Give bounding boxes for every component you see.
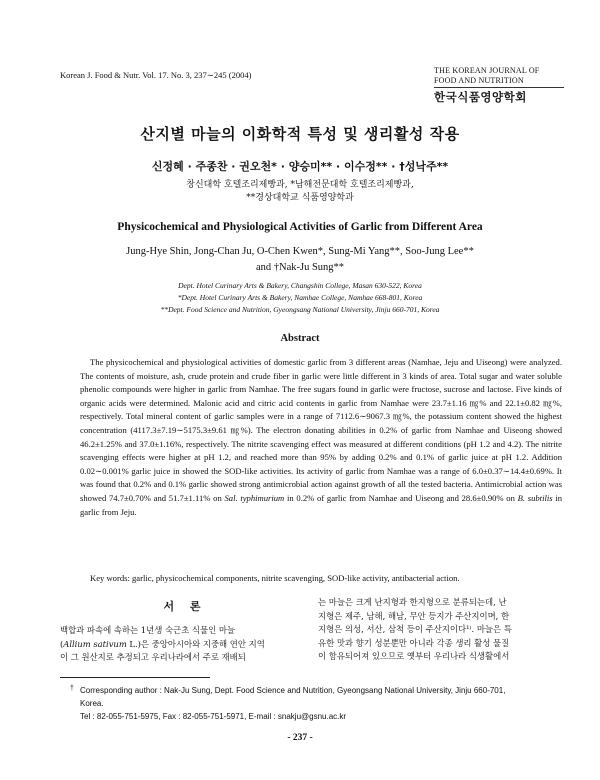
intro-left-line2-a: ( bbox=[60, 638, 64, 649]
abstract-species-salmonella: Sal. typhimurium bbox=[224, 492, 285, 503]
intro-right-line3: 지형은 의성, 서산, 삼척 등이 주산지이다¹⁾. 마늘은 특 bbox=[318, 624, 512, 634]
abstract-heading: Abstract bbox=[280, 333, 320, 344]
authors-english-line2: and †Nak-Ju Sung** bbox=[255, 262, 345, 273]
journal-masthead bbox=[434, 66, 564, 105]
intro-right-line5: 이 함유되어져 있으므로 옛부터 우리나라 식생활에서 bbox=[318, 651, 510, 661]
abstract-text-1: The physicochemical and physiological activities of domestic garlic from 3 different areas (Namhae, Jeju and Uiseong) were analyzed. The contents of moisture, ash, crude protein and crude fiber in garlic were little different in 3 kinds of area. Total sugar and water soluble phenolic compounds were higher in garlic from Namhae. The free sugars found in garlic were fructose, sucrose and lactose. Five kinds of organic acids were determined. Malonic acid and citric acid contents in garlic from Namhae were 23.7±1.16 ㎎% and 22.1±0.82 ㎎%, respectively. Total mineral content of garlic samples were in a range of 7112.6∼9067.3 ㎎%, the potassium content showed the highest concentration (4117.3±7.19∼5175.3±9.61 ㎎%). The electron donating abilities in 0.2% of garlic from Namhae and Uiseong showed 46.2±1.25% and 37.0±1.16%, respectively. The nitrite scavenging effect was measured at different conditions (pH 1.2 and 4.2). The nitrite scavenging effects were higher at pH 1.2, and reached more than 95% by adding 0.2% and 0.1% of garlic juice at pH 1.2. Addition 0.02∼0.001% garlic juice in showed the SOD-like activities. Its activity of garlic from Namhae was a range of 6.0±0.37∼14.4±0.69%. It was found that 0.2% and 0.1% garlic showed strong antimicrobial action against growth of all the tested bacteria. Antimicrobial action was showed 74.7±0.70% and 51.7±1.11% on bbox=[80, 357, 562, 503]
page-number: - 237 - bbox=[287, 733, 313, 743]
intro-left-line2 bbox=[60, 638, 310, 652]
title-english: Physicochemical and Physiological Activities of Garlic from Different Area bbox=[117, 221, 483, 233]
abstract-text-2: in 0.2% of garlic from Namhae and Uiseong and 28.6±0.90% on bbox=[284, 492, 518, 503]
affiliation-english-2: *Dept. Hotel Curinary Arts & Bakery, Namhae College, Namhae 668-801, Korea bbox=[177, 293, 423, 302]
authors-english-line1: Jung-Hye Shin, Jong-Chan Ju, O-Chen Kwen*, Sung-Mi Yang**, Soo-Jung Lee** bbox=[126, 246, 474, 257]
intro-left-column bbox=[60, 624, 310, 665]
footnote-divider bbox=[60, 677, 210, 678]
intro-left-line1: 백합과 파속에 속하는 1년생 숙근초 식물인 마늘 bbox=[60, 625, 236, 635]
intro-species-name: Allium sativum bbox=[63, 638, 127, 649]
affiliation-english-3: **Dept. Food Science and Nutrition, Gyeongsang National University, Jinju 660-701, Korea bbox=[160, 305, 440, 314]
footnote-line1: Corresponding author : Nak-Ju Sung, Dept. Food Science and Nutrition, Gyeongsang National University, Jinju 660-701, bbox=[80, 686, 506, 695]
intro-right-line4: 유한 맛과 향기 성분뿐만 아니라 각종 생리 활성 물질 bbox=[318, 637, 510, 648]
intro-heading: 서 론 bbox=[163, 600, 207, 613]
abstract-body bbox=[80, 356, 562, 519]
journal-citation: Korean J. Food & Nutr. Vol. 17. No. 3, 237∼245 (2004) bbox=[60, 70, 252, 80]
abstract-species-bsubtilis: B. subtilis bbox=[517, 492, 553, 503]
masthead-divider bbox=[434, 87, 564, 88]
journal-name-en-line1: THE KOREAN JOURNAL OF bbox=[434, 66, 540, 75]
journal-name-ko: 한국식품영양학회 bbox=[434, 90, 527, 104]
affiliation-korean-1: 창신대학 호텔조리제빵과, *남해전문대학 호텔조리제빵과, bbox=[186, 180, 414, 190]
keywords: Key words: garlic, physicochemical components, nitrite scavenging, SOD-like activity, antibacterial action. bbox=[90, 573, 460, 583]
intro-left-line2-b: L.)은 중앙아시아와 지중해 연안 지역 bbox=[126, 638, 265, 649]
intro-right-line1: 는 마늘은 크게 난지형과 한지형으로 분류되는데, 난 bbox=[318, 597, 507, 607]
dagger-mark: † bbox=[70, 685, 74, 692]
corresponding-author-footnote bbox=[70, 684, 570, 723]
affiliation-english-1: Dept. Hotel Curinary Arts & Bakery, Changshin College, Masan 630-522, Korea bbox=[178, 281, 422, 290]
intro-right-line2: 지형은 제주, 남해, 해남, 무안 등지가 주산지이며, 한 bbox=[318, 610, 510, 621]
journal-name-en-line2: FOOD AND NUTRITION bbox=[434, 76, 524, 85]
intro-right-column bbox=[318, 596, 566, 664]
footnote-line2: Korea. bbox=[80, 699, 104, 708]
intro-left-line3: 이 그 원산지로 추정되고 우리나라에서 주로 재배되 bbox=[60, 652, 246, 662]
abstract-text-3: in garlic from Jeju. bbox=[80, 492, 563, 517]
affiliation-korean-2: **경상대학교 식품영양학과 bbox=[246, 193, 354, 203]
authors-korean: 신정혜 · 주종찬 · 권오천* · 양승미** · 이수정** · †성낙주** bbox=[151, 160, 449, 173]
title-korean: 산지별 마늘의 이화학적 특성 및 생리활성 작용 bbox=[140, 125, 460, 143]
footnote-contact: Tel : 82-055-751-5975, Fax : 82-055-751-5971, E-mail : snakju@gsnu.ac.kr bbox=[80, 712, 347, 721]
